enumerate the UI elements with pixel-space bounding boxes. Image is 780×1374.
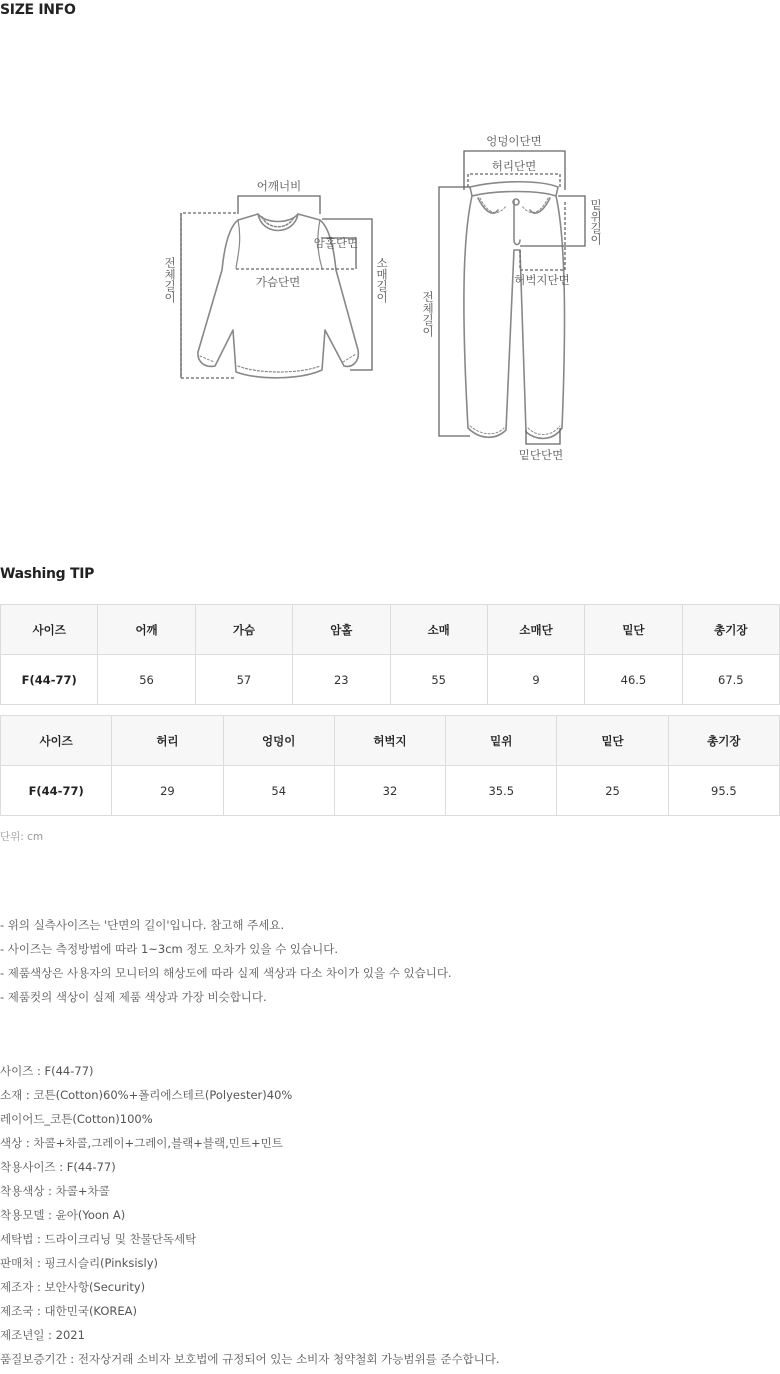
- table-cell: 54: [223, 766, 334, 816]
- top-size-table: [0, 604, 780, 705]
- detail-item: 착용모델 : 윤아(Yoon A): [0, 1208, 126, 1222]
- table-row: [1, 766, 780, 816]
- detail-item: 색상 : 차콜+차콜,그레이+그레이,블랙+블랙,민트+민트: [0, 1136, 283, 1150]
- table-cell: 23: [293, 655, 390, 705]
- table-cell: 35.5: [446, 766, 557, 816]
- table-header-row: [1, 716, 780, 766]
- table-cell: 55: [390, 655, 487, 705]
- table-header-cell: 소매: [390, 605, 487, 655]
- table-header-cell: 허리: [112, 716, 223, 766]
- thigh-label: 허벅지단면: [514, 273, 570, 287]
- chest-label: 가슴단면: [255, 275, 301, 289]
- note-item: - 위의 실측사이즈는 '단면의 길이'입니다. 참고해 주세요.: [0, 918, 285, 932]
- pants-total-length-label: 전체길이: [421, 291, 435, 337]
- table-row: [1, 655, 780, 705]
- detail-item: 판매처 : 핑크시슬리(Pinksisly): [0, 1256, 159, 1270]
- table-header-cell: 허벅지: [334, 716, 445, 766]
- detail-item: 세탁법 : 드라이크리닝 및 찬물단독세탁: [0, 1232, 197, 1246]
- table-header-cell: 밑단: [585, 605, 682, 655]
- table-cell: 56: [98, 655, 195, 705]
- detail-item: 레이어드_코튼(Cotton)100%: [0, 1112, 153, 1126]
- shoulder-label: 어깨너비: [256, 179, 302, 193]
- pants-garment-illustration: [464, 182, 565, 439]
- table-header-cell: 엉덩이: [223, 716, 334, 766]
- detail-item: 품질보증기간 : 전자상거래 소비자 보호법에 규정되어 있는 소비자 청약철회 가능범위를 준수합니다.: [0, 1352, 500, 1366]
- table-header-cell: 소매단: [487, 605, 584, 655]
- note-item: - 제품컷의 색상이 실제 제품 색상과 가장 비슷합니다.: [0, 990, 267, 1004]
- table-cell: F(44-77): [1, 655, 98, 705]
- hem-label: 밑단단면: [518, 448, 564, 462]
- table-header-cell: 총기장: [668, 716, 779, 766]
- table-header-cell: 밑위: [446, 716, 557, 766]
- bottom-size-table: [0, 715, 780, 816]
- table-cell: 29: [112, 766, 223, 816]
- detail-item: 사이즈 : F(44-77): [0, 1064, 94, 1078]
- size-diagram: [150, 120, 610, 480]
- table-cell: 32: [334, 766, 445, 816]
- table-header-cell: 가슴: [195, 605, 292, 655]
- size-info-title: SIZE INFO: [0, 2, 76, 18]
- rise-label: 밑위길이: [589, 199, 603, 245]
- detail-item: 소재 : 코튼(Cotton)60%+폴리에스테르(Polyester)40%: [0, 1088, 293, 1102]
- armhole-label: 암홀단면: [313, 236, 359, 250]
- waist-label: 허리단면: [491, 159, 537, 173]
- table-header-cell: 사이즈: [1, 605, 98, 655]
- table-header-row: [1, 605, 780, 655]
- table-header-cell: 총기장: [682, 605, 779, 655]
- sleeve-length-label: 소매길이: [375, 257, 389, 303]
- table-header-cell: 암홀: [293, 605, 390, 655]
- table-header-cell: 사이즈: [1, 716, 112, 766]
- detail-item: 제조자 : 보안사항(Security): [0, 1280, 146, 1294]
- table-cell: F(44-77): [1, 766, 112, 816]
- table-header-cell: 어깨: [98, 605, 195, 655]
- size-notes-list: [0, 916, 452, 1012]
- table-cell: 9: [487, 655, 584, 705]
- table-cell: 95.5: [668, 766, 779, 816]
- table-cell: 25: [557, 766, 668, 816]
- hip-label: 엉덩이단면: [486, 134, 542, 148]
- top-total-length-label: 전체길이: [163, 257, 177, 303]
- table-header-cell: 밑단: [557, 716, 668, 766]
- table-cell: 67.5: [682, 655, 779, 705]
- note-item: - 제품색상은 사용자의 모니터의 해상도에 따라 실제 색상과 다소 차이가 있을 수 있습니다.: [0, 966, 452, 980]
- table-cell: 57: [195, 655, 292, 705]
- detail-item: 제조년일 : 2021: [0, 1328, 85, 1342]
- detail-item: 착용사이즈 : F(44-77): [0, 1160, 116, 1174]
- unit-note: 단위: cm: [0, 831, 44, 843]
- note-item: - 사이즈는 측정방법에 따라 1~3cm 정도 오차가 있을 수 있습니다.: [0, 942, 339, 956]
- detail-item: 제조국 : 대한민국(KOREA): [0, 1304, 138, 1318]
- washing-tip-title: Washing TIP: [0, 566, 95, 582]
- product-details-list: [0, 1062, 500, 1374]
- table-cell: 46.5: [585, 655, 682, 705]
- detail-item: 착용색상 : 차콜+차콜: [0, 1184, 110, 1198]
